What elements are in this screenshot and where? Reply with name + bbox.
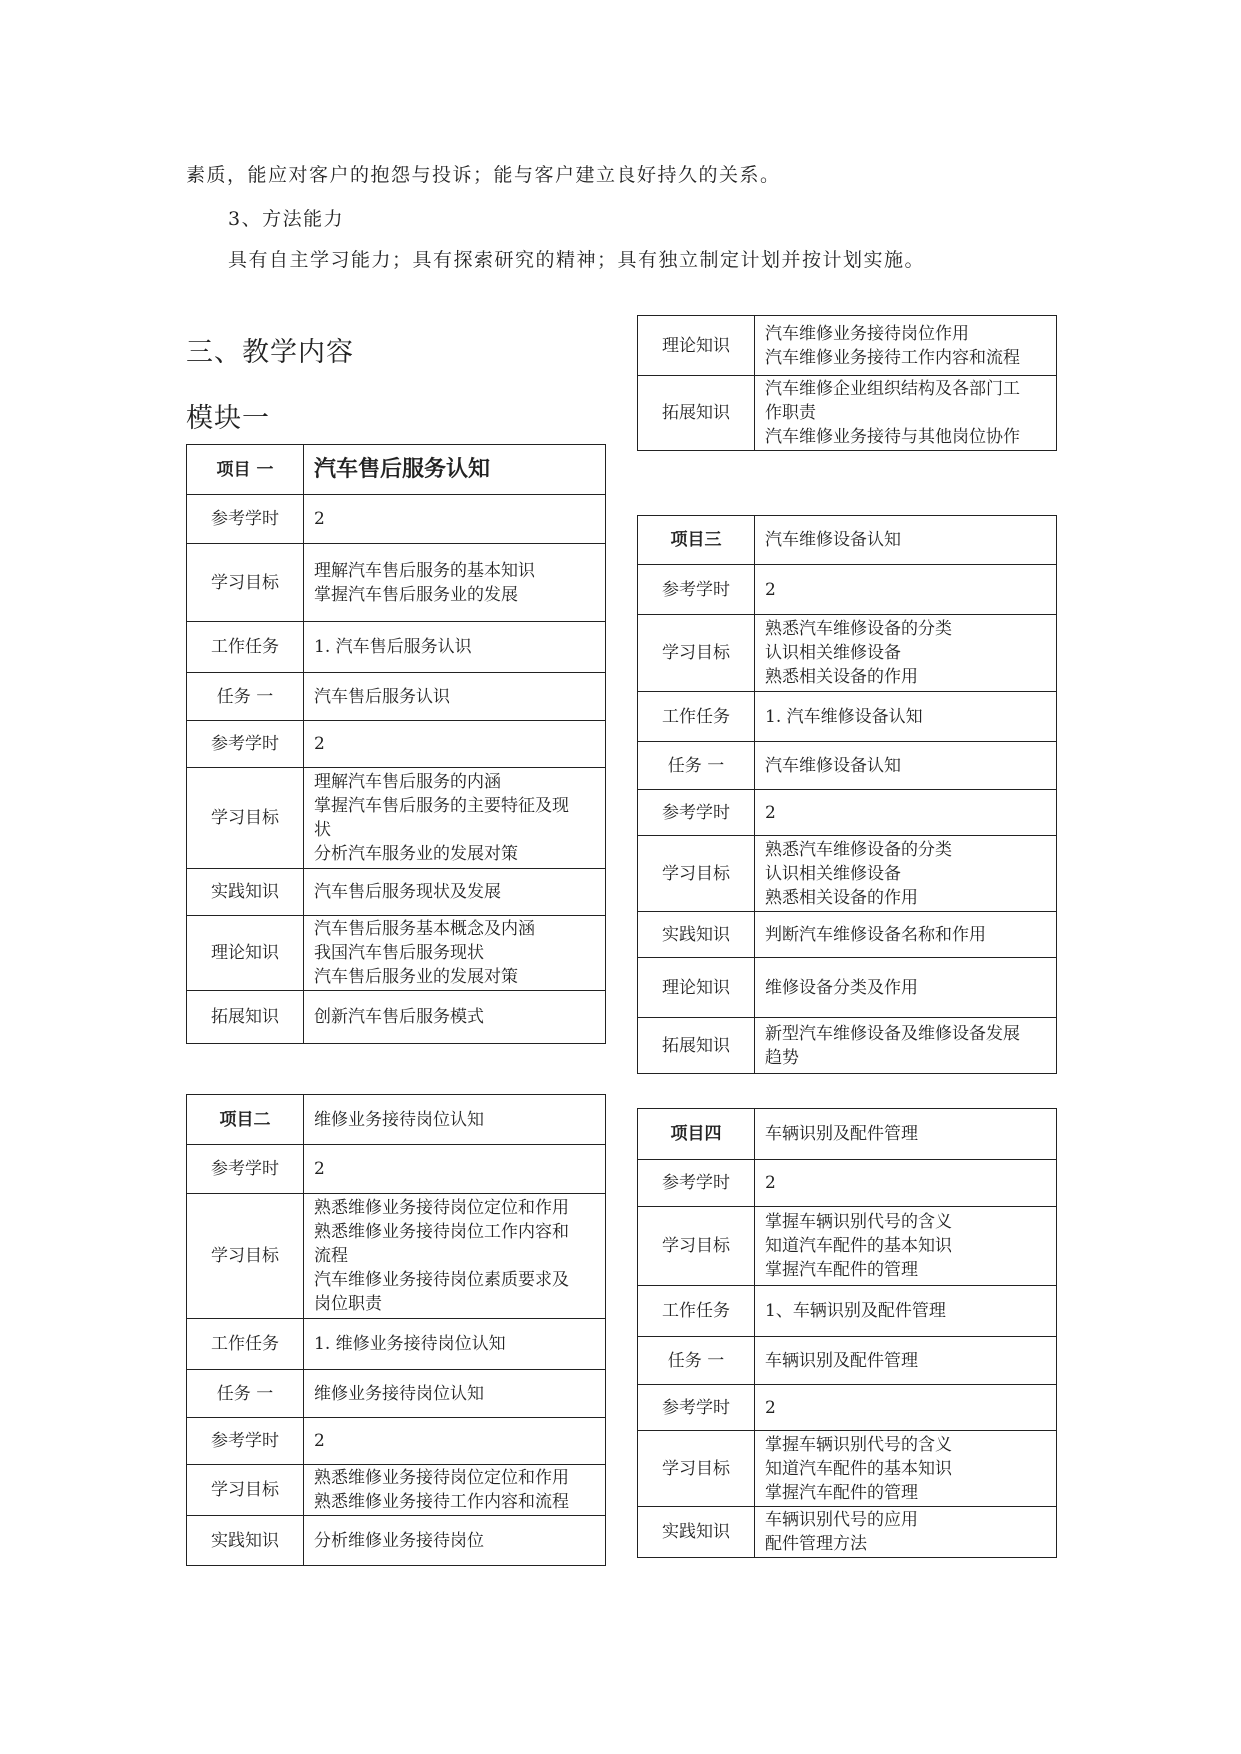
row-value-cell (304, 1465, 606, 1516)
cell-text-line: 理解汽车售后服务的内涵 (314, 772, 501, 792)
project-4-table (637, 1108, 1057, 1558)
table-row (187, 768, 606, 869)
table-row (187, 1370, 606, 1418)
row-value-cell (755, 1431, 1057, 1507)
cell-text-line: 1. 维修业务接待岗位认知 (314, 1334, 506, 1354)
table-row (638, 1507, 1057, 1558)
table-row (638, 1286, 1057, 1337)
row-label-cell: 工作任务 (638, 692, 755, 742)
cell-text-line: 汽车维修业务接待岗位素质要求及 (314, 1270, 569, 1290)
row-value-cell (304, 1516, 606, 1566)
cell-text-line: 汽车维修业务接待工作内容和流程 (765, 347, 1020, 368)
table-row (187, 673, 606, 721)
row-label-cell: 参考学时 (638, 1385, 755, 1431)
row-value-cell (304, 495, 606, 544)
cell-text-line: 熟悉汽车维修设备的分类 (765, 619, 952, 639)
cell-text-line: 作职责 (765, 403, 816, 423)
table-row (638, 1385, 1057, 1431)
table-row (638, 790, 1057, 836)
cell-text-line: 维修业务接待岗位认知 (314, 1109, 484, 1130)
project-label-cell: 项目二 (187, 1095, 304, 1145)
row-label-cell: 参考学时 (638, 1160, 755, 1207)
row-value-cell (755, 1207, 1057, 1286)
table-row (638, 1018, 1057, 1074)
row-label-cell: 学习目标 (638, 836, 755, 912)
cell-text-line: 车辆识别代号的应用 (765, 1510, 918, 1530)
cell-text-line: 汽车维修设备认知 (765, 755, 901, 776)
cell-text-line: 知道汽车配件的基本知识 (765, 1236, 952, 1256)
row-value-cell (755, 1507, 1057, 1558)
row-value-cell (304, 768, 606, 869)
cell-text-line: 汽车维修业务接待岗位作用 (765, 323, 969, 344)
section-title: 三、教学内容 (186, 337, 354, 368)
table-row (638, 912, 1057, 958)
cell-text-line: 汽车维修业务接待与其他岗位协作 (765, 427, 1020, 447)
project-2-table (186, 1094, 606, 1566)
cell-text-line: 熟悉相关设备的作用 (765, 887, 918, 908)
table-row (187, 445, 606, 495)
cell-text-line: 汽车售后服务现状及发展 (314, 882, 501, 902)
cell-text-line: 判断汽车维修设备名称和作用 (765, 924, 986, 945)
project-1-table (186, 444, 606, 1044)
cell-text-line: 2 (314, 1431, 325, 1451)
cell-text-line: 掌握汽车配件的管理 (765, 1260, 918, 1280)
cell-text-line: 认识相关维修设备 (765, 643, 901, 663)
table-row (187, 495, 606, 544)
cell-text-line: 汽车售后服务认知 (314, 456, 491, 482)
row-value-cell (304, 1418, 606, 1465)
cell-text-line: 维修业务接待岗位认知 (314, 1383, 484, 1404)
project-label-cell: 项目四 (638, 1109, 755, 1160)
table-row (187, 1319, 606, 1370)
row-value-cell (755, 615, 1057, 692)
table-row (638, 565, 1057, 615)
row-label-cell: 任务 一 (638, 742, 755, 790)
row-label-cell: 参考学时 (187, 1145, 304, 1194)
cell-text-line: 创新汽车售后服务模式 (314, 1007, 484, 1027)
cell-text-line: 分析汽车服务业的发展对策 (314, 844, 518, 864)
row-value-cell (755, 1160, 1057, 1207)
cell-text-line: 1. 汽车售后服务认识 (314, 637, 472, 657)
table-row (187, 916, 606, 991)
row-value-cell (755, 376, 1057, 451)
table-row (638, 376, 1057, 451)
row-label-cell: 工作任务 (187, 1319, 304, 1370)
row-value-cell (304, 544, 606, 622)
cell-text-line: 趋势 (765, 1047, 799, 1068)
cell-text-line: 新型汽车维修设备及维修设备发展 (765, 1023, 1020, 1044)
row-value-cell (755, 1018, 1057, 1074)
project-label-cell: 项目三 (638, 516, 755, 565)
table-row (638, 1337, 1057, 1385)
table-row (187, 1516, 606, 1566)
row-label-cell: 工作任务 (187, 622, 304, 673)
cell-text-line: 2 (765, 1173, 776, 1193)
cell-text-line: 2 (765, 579, 776, 600)
table-row (187, 1095, 606, 1145)
cell-text-line: 车辆识别及配件管理 (765, 1350, 918, 1371)
row-label-cell: 学习目标 (187, 544, 304, 622)
cell-text-line: 掌握汽车售后服务的主要特征及现 (314, 796, 569, 816)
row-value-cell (755, 790, 1057, 836)
row-label-cell: 学习目标 (638, 1431, 755, 1507)
row-label-cell: 实践知识 (187, 869, 304, 916)
row-label-cell: 实践知识 (187, 1516, 304, 1566)
table-row (187, 1418, 606, 1465)
cell-text-line: 2 (314, 509, 325, 529)
row-value-cell (304, 1145, 606, 1194)
row-value-cell (304, 869, 606, 916)
row-value-cell (755, 912, 1057, 958)
table-row (638, 742, 1057, 790)
table-row (638, 1207, 1057, 1286)
row-label-cell: 实践知识 (638, 912, 755, 958)
row-label-cell: 拓展知识 (187, 991, 304, 1044)
row-label-cell: 学习目标 (638, 1207, 755, 1286)
project-name-cell (755, 516, 1057, 565)
cell-text-line: 熟悉维修业务接待岗位定位和作用 (314, 1468, 569, 1488)
method-ability-text: 具有自主学习能力；具有探索研究的精神；具有独立制定计划并按计划实施。 (228, 249, 926, 271)
row-label-cell: 参考学时 (187, 721, 304, 768)
table-row (638, 958, 1057, 1018)
project-name-cell (304, 445, 606, 495)
row-value-cell (755, 958, 1057, 1018)
row-label-cell: 理论知识 (638, 958, 755, 1018)
row-label-cell: 理论知识 (187, 916, 304, 991)
table-row (638, 1109, 1057, 1160)
row-label-cell: 工作任务 (638, 1286, 755, 1337)
cell-text-line: 2 (314, 734, 325, 754)
cell-text-line: 岗位职责 (314, 1294, 382, 1314)
cell-text-line: 知道汽车配件的基本知识 (765, 1458, 952, 1479)
row-value-cell (755, 1286, 1057, 1337)
project-3-table (637, 515, 1057, 1074)
table-row (187, 991, 606, 1044)
cell-text-line: 汽车维修企业组织结构及各部门工 (765, 379, 1020, 399)
table-row (638, 516, 1057, 565)
cell-text-line: 掌握汽车售后服务业的发展 (314, 584, 518, 605)
cell-text-line: 1. 汽车维修设备认知 (765, 706, 923, 727)
cell-text-line: 2 (765, 802, 776, 823)
cell-text-line: 熟悉汽车维修设备的分类 (765, 839, 952, 860)
cell-text-line: 我国汽车售后服务现状 (314, 943, 484, 963)
row-value-cell (304, 1319, 606, 1370)
row-value-cell (755, 836, 1057, 912)
cell-text-line: 流程 (314, 1246, 348, 1266)
row-value-cell (755, 316, 1057, 376)
row-value-cell (755, 565, 1057, 615)
cell-text-line: 熟悉维修业务接待工作内容和流程 (314, 1492, 569, 1512)
table-row (187, 1465, 606, 1516)
cell-text-line: 汽车售后服务基本概念及内涵 (314, 919, 535, 939)
cell-text-line: 熟悉相关设备的作用 (765, 667, 918, 687)
module-title: 模块一 (186, 403, 270, 434)
cell-text-line: 汽车售后服务业的发展对策 (314, 967, 518, 987)
row-label-cell: 学习目标 (638, 615, 755, 692)
cell-text-line: 熟悉维修业务接待岗位定位和作用 (314, 1198, 569, 1218)
project-name-cell (755, 1109, 1057, 1160)
row-value-cell (304, 673, 606, 721)
row-label-cell: 拓展知识 (638, 1018, 755, 1074)
cell-text-line: 汽车售后服务认识 (314, 686, 450, 707)
row-value-cell (755, 1385, 1057, 1431)
row-label-cell: 实践知识 (638, 1507, 755, 1558)
cell-text-line: 理解汽车售后服务的基本知识 (314, 560, 535, 581)
row-value-cell (304, 721, 606, 768)
cell-text-line: 认识相关维修设备 (765, 863, 901, 884)
row-label-cell: 参考学时 (638, 565, 755, 615)
cell-text-line: 状 (314, 820, 331, 840)
cell-text-line: 配件管理方法 (765, 1534, 867, 1554)
row-label-cell: 参考学时 (638, 790, 755, 836)
row-value-cell (304, 1370, 606, 1418)
table-row (638, 1160, 1057, 1207)
table-row (638, 836, 1057, 912)
cell-text-line: 掌握车辆识别代号的含义 (765, 1434, 952, 1455)
row-value-cell (304, 1194, 606, 1319)
row-value-cell (755, 742, 1057, 790)
row-label-cell: 学习目标 (187, 1465, 304, 1516)
project-2-continued-table (637, 315, 1057, 451)
row-value-cell (304, 622, 606, 673)
cell-text-line: 1、车辆识别及配件管理 (765, 1301, 946, 1321)
row-label-cell: 理论知识 (638, 316, 755, 376)
row-label-cell: 学习目标 (187, 1194, 304, 1319)
method-ability-heading: 3、方法能力 (228, 208, 345, 230)
table-row (187, 1194, 606, 1319)
table-row (638, 615, 1057, 692)
project-label-cell: 项目 一 (187, 445, 304, 495)
table-row (187, 544, 606, 622)
cell-text-line: 车辆识别及配件管理 (765, 1124, 918, 1144)
row-value-cell (304, 991, 606, 1044)
cell-text-line: 汽车维修设备认知 (765, 530, 901, 550)
cell-text-line: 2 (314, 1159, 325, 1179)
row-value-cell (304, 916, 606, 991)
table-row (187, 622, 606, 673)
row-label-cell: 任务 一 (187, 673, 304, 721)
project-name-cell (304, 1095, 606, 1145)
row-label-cell: 参考学时 (187, 495, 304, 544)
cell-text-line: 掌握汽车配件的管理 (765, 1482, 918, 1503)
cell-text-line: 分析维修业务接待岗位 (314, 1530, 484, 1551)
cell-text-line: 掌握车辆识别代号的含义 (765, 1212, 952, 1232)
cell-text-line: 熟悉维修业务接待岗位工作内容和 (314, 1222, 569, 1242)
cell-text-line: 2 (765, 1397, 776, 1418)
cell-text-line: 维修设备分类及作用 (765, 977, 918, 998)
row-value-cell (755, 692, 1057, 742)
row-label-cell: 参考学时 (187, 1418, 304, 1465)
intro-paragraph-end: 素质，能应对客户的抱怨与投诉；能与客户建立良好持久的关系。 (186, 164, 781, 186)
table-row (187, 869, 606, 916)
table-row (638, 316, 1057, 376)
table-row (638, 1431, 1057, 1507)
row-label-cell: 任务 一 (187, 1370, 304, 1418)
row-value-cell (755, 1337, 1057, 1385)
row-label-cell: 学习目标 (187, 768, 304, 869)
table-row (638, 692, 1057, 742)
table-row (187, 721, 606, 768)
row-label-cell: 拓展知识 (638, 376, 755, 451)
row-label-cell: 任务 一 (638, 1337, 755, 1385)
table-row (187, 1145, 606, 1194)
